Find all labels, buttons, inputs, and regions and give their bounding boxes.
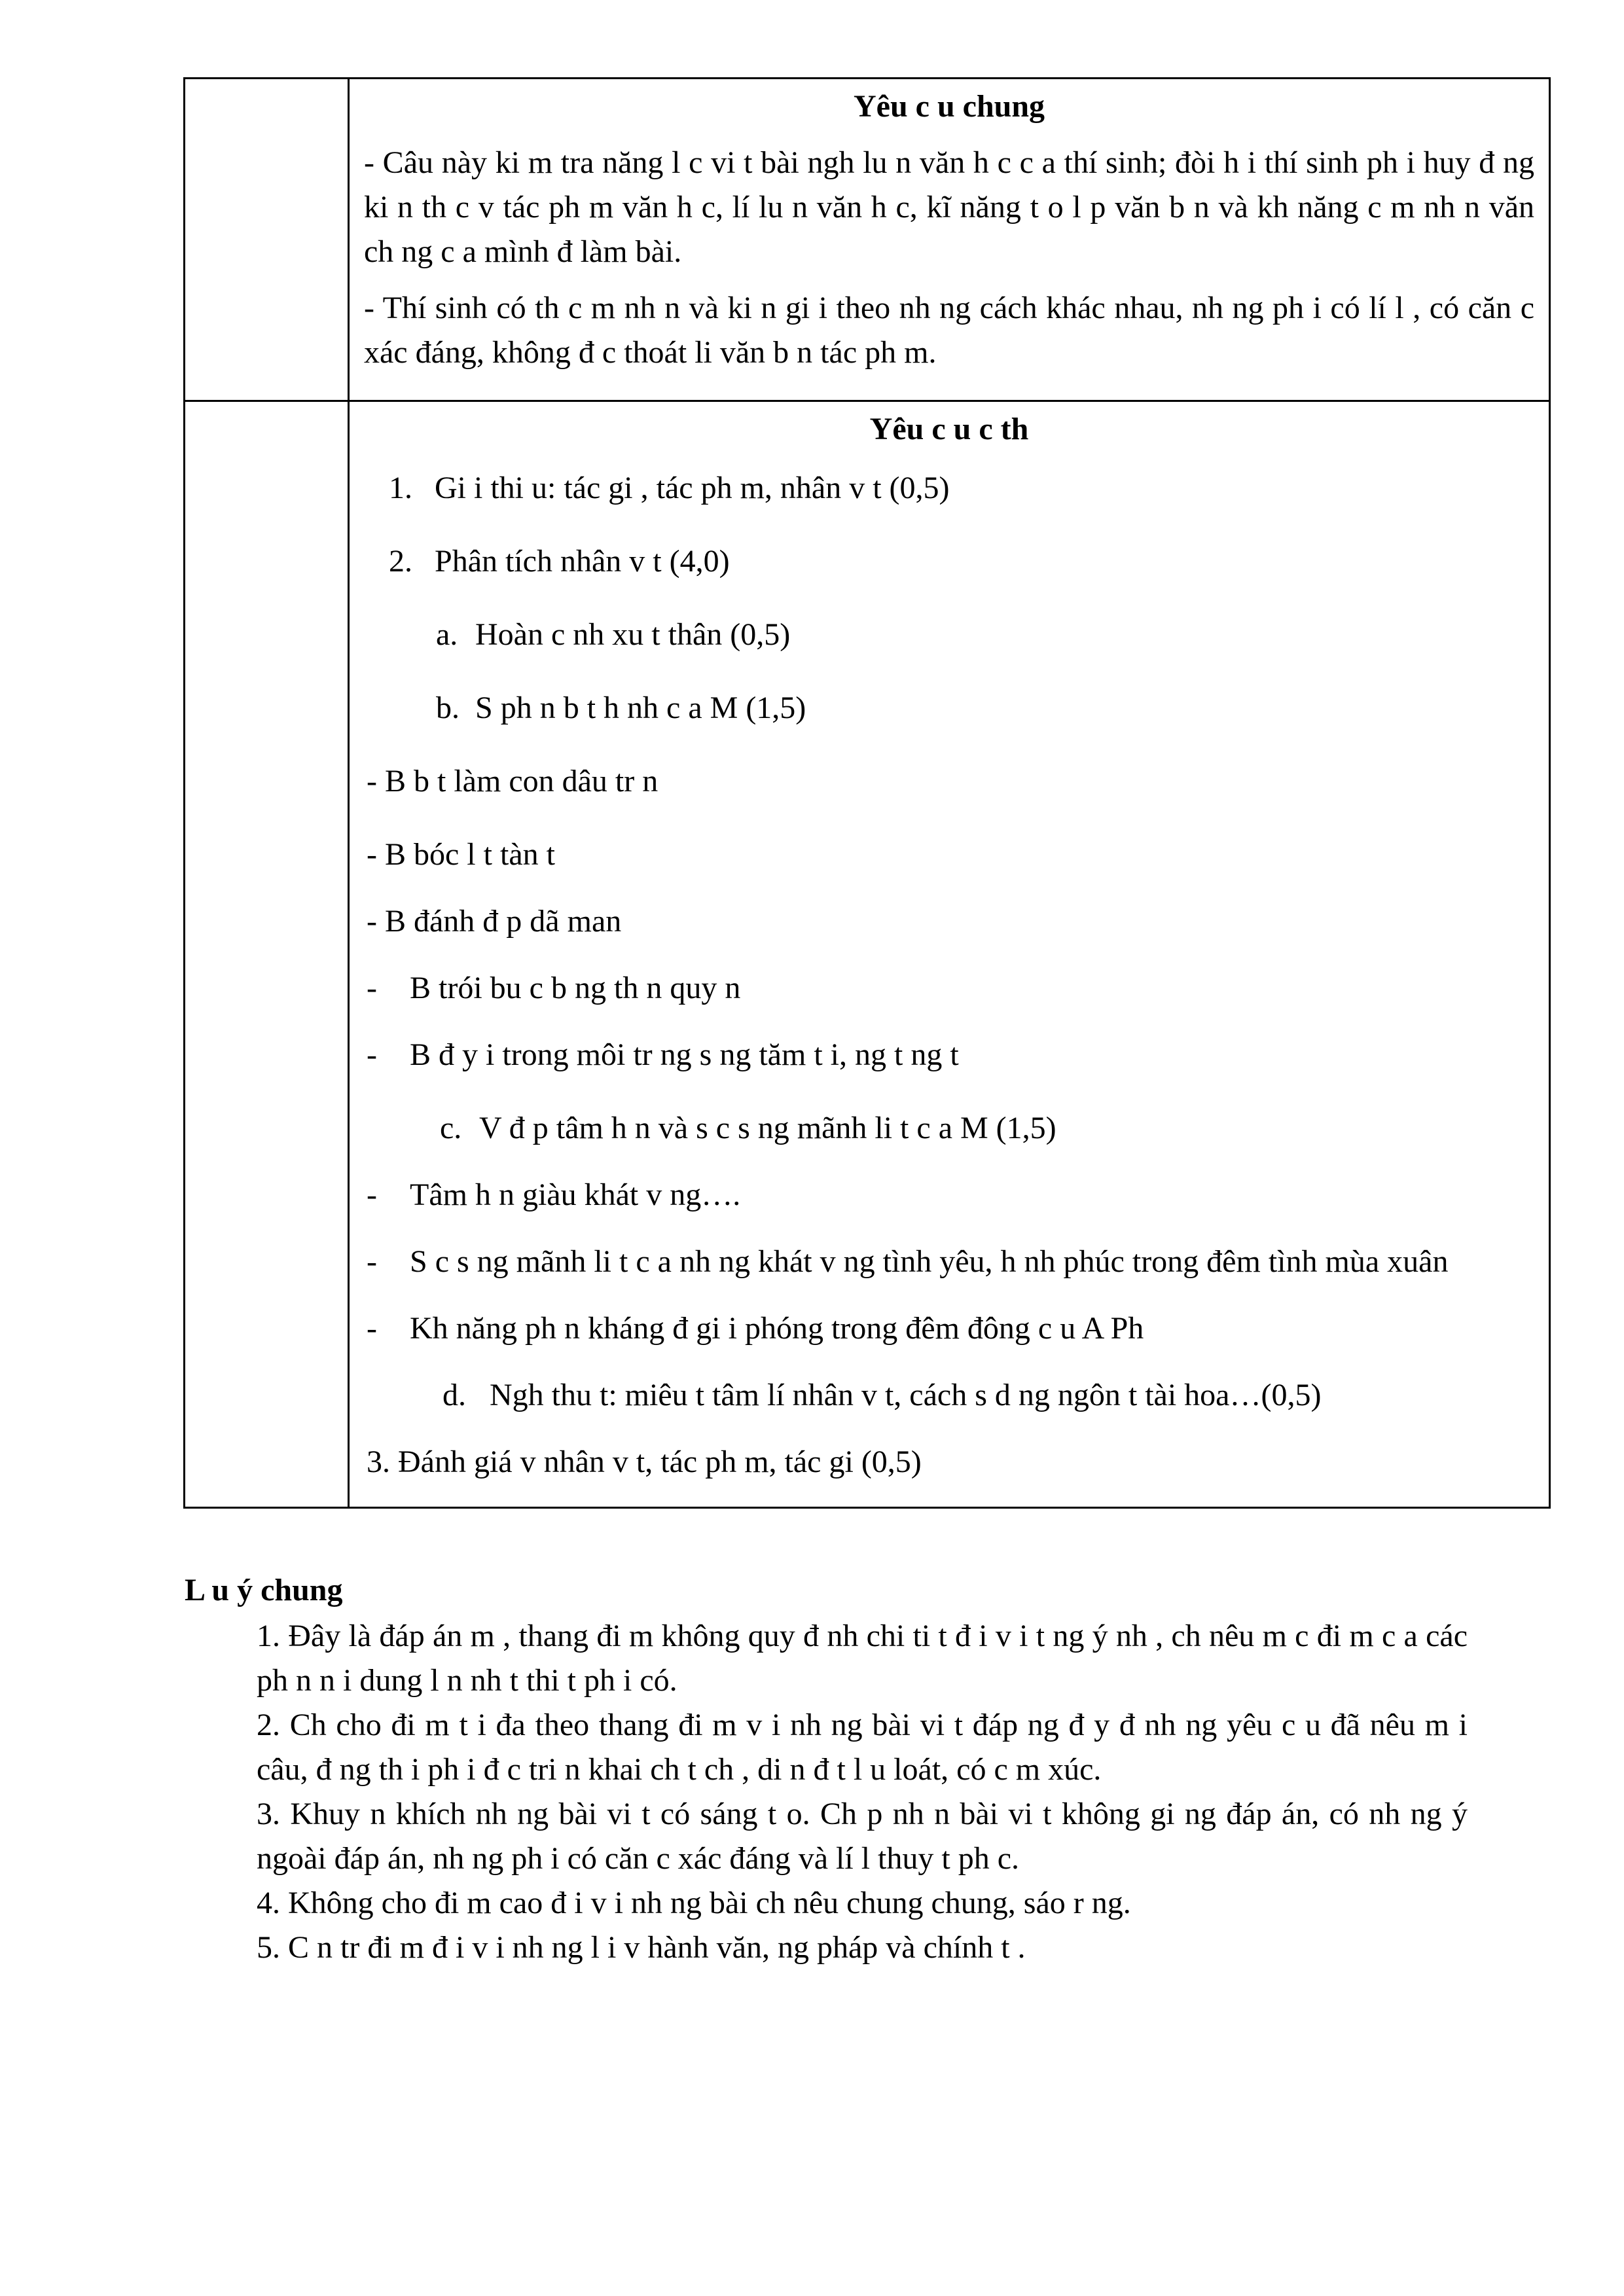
dash-marker: - (367, 1311, 377, 1346)
list-text: Kh năng ph n kháng đ gi i phóng trong đêm đông c u A Ph (410, 1311, 1144, 1346)
list-text: S c s ng mãnh li t c a nh ng khát v ng tình yêu, h nh phúc trong đêm tình mùa xuân (410, 1244, 1449, 1279)
table-row (185, 401, 1550, 1508)
list-text: V đ p tâm h n và s c s ng mãnh li t c a M (1,5) (479, 1111, 1056, 1145)
note-item: 4. Không cho đi m cao đ i v i nh ng bài ch nêu chung chung, sáo r ng. (257, 1886, 1131, 1920)
list-text: Phân tích nhân v t (4,0) (435, 544, 730, 579)
table-cell-label (185, 401, 349, 1508)
list-text: Gi i thi u: tác gi , tác ph m, nhân v t (0,5) (435, 471, 950, 505)
list-item (364, 1173, 1534, 1217)
list-letter: b. (436, 691, 460, 725)
list-item (364, 466, 1534, 511)
list-text: B đ y i trong môi tr ng s ng tăm t i, ng t ng t (410, 1037, 959, 1072)
list-item (364, 613, 1534, 657)
list-item (364, 1240, 1534, 1284)
list-item (364, 539, 1534, 584)
note-item: 5. C n tr đi m đ i v i nh ng l i v hành văn, ng pháp và chính t . (257, 1930, 1026, 1965)
answer-table (183, 77, 1551, 1509)
note-item: 3. Khuy n khích nh ng bài vi t có sáng t o. Ch p nh n bài vi t không gi ng đáp án, có nh ng ý ngoài đáp án, nh ng ph i có căn c xác đáng và lí l thuy t ph c. (257, 1797, 1468, 1876)
general-requirements-paragraph: - Thí sinh có th c m nh n và ki n gi i theo nh ng cách khác nhau, nh ng ph i có lí l , có căn c xác đáng, không đ c thoát li văn b n tác ph m. (364, 291, 1534, 370)
dash-marker: - (367, 1177, 377, 1212)
general-requirements-paragraph: - Câu này ki m tra năng l c vi t bài ngh lu n văn h c c a thí sinh; đòi h i thí sinh ph i huy đ ng ki n th c v tác ph m văn h c, lí lu n văn h c, kĩ năng t o l p văn b n và kh năng c m nh n văn ch ng c a mình đ làm bài. (364, 145, 1534, 269)
table-cell-content (349, 79, 1550, 401)
list-letter: d. (442, 1378, 466, 1412)
list-text: Hoàn c nh xu t thân (0,5) (475, 617, 791, 652)
list-letter: a. (436, 617, 458, 652)
list-item (364, 1306, 1534, 1351)
list-item: - B bóc l t tàn t (367, 837, 555, 872)
specific-requirements-heading: Yêu c u c th (869, 412, 1029, 446)
dash-marker: - (367, 971, 377, 1005)
general-requirements-heading: Yêu c u chung (853, 89, 1045, 124)
note-item: 2. Ch cho đi m t i đa theo thang đi m v i nh ng bài vi t đáp ng đ y đ nh ng yêu c u đã nêu m i câu, đ ng th i ph i đ c tri n khai ch t ch , di n đ t l u loát, có c m xúc. (257, 1708, 1468, 1787)
note-item: 1. Đây là đáp án m , thang đi m không quy đ nh chi ti t đ i v i t ng ý nh , ch nêu m c đi m c a các ph n n i dung l n nh t thi t ph i có. (257, 1619, 1468, 1698)
list-item (364, 686, 1534, 730)
list-text: B trói bu c b ng th n quy n (410, 971, 741, 1005)
list-item: - B đánh đ p dã man (367, 904, 622, 939)
table-cell-label (185, 79, 349, 401)
table-row (185, 79, 1550, 401)
list-text: Tâm h n giàu khát v ng…. (410, 1177, 741, 1212)
notes-title: L u ý chung (185, 1573, 343, 1607)
list-item (364, 1106, 1534, 1151)
list-letter: c. (440, 1111, 462, 1145)
list-text: S ph n b t h nh c a M (1,5) (475, 691, 806, 725)
list-number: 2. (389, 544, 412, 579)
dash-marker: - (367, 1244, 377, 1279)
dash-marker: - (367, 1037, 377, 1072)
list-item: - B b t làm con dâu tr n (367, 764, 659, 798)
list-item (364, 1033, 1534, 1077)
list-item (364, 1373, 1534, 1418)
list-number: 1. (389, 471, 412, 505)
list-text: Ngh thu t: miêu t tâm lí nhân v t, cách s d ng ngôn t tài hoa…(0,5) (490, 1378, 1322, 1412)
general-notes (185, 1568, 1468, 1970)
list-item (364, 966, 1534, 1011)
table-cell-content (349, 401, 1550, 1508)
list-item: 3. Đánh giá v nhân v t, tác ph m, tác gi (0,5) (367, 1444, 922, 1479)
